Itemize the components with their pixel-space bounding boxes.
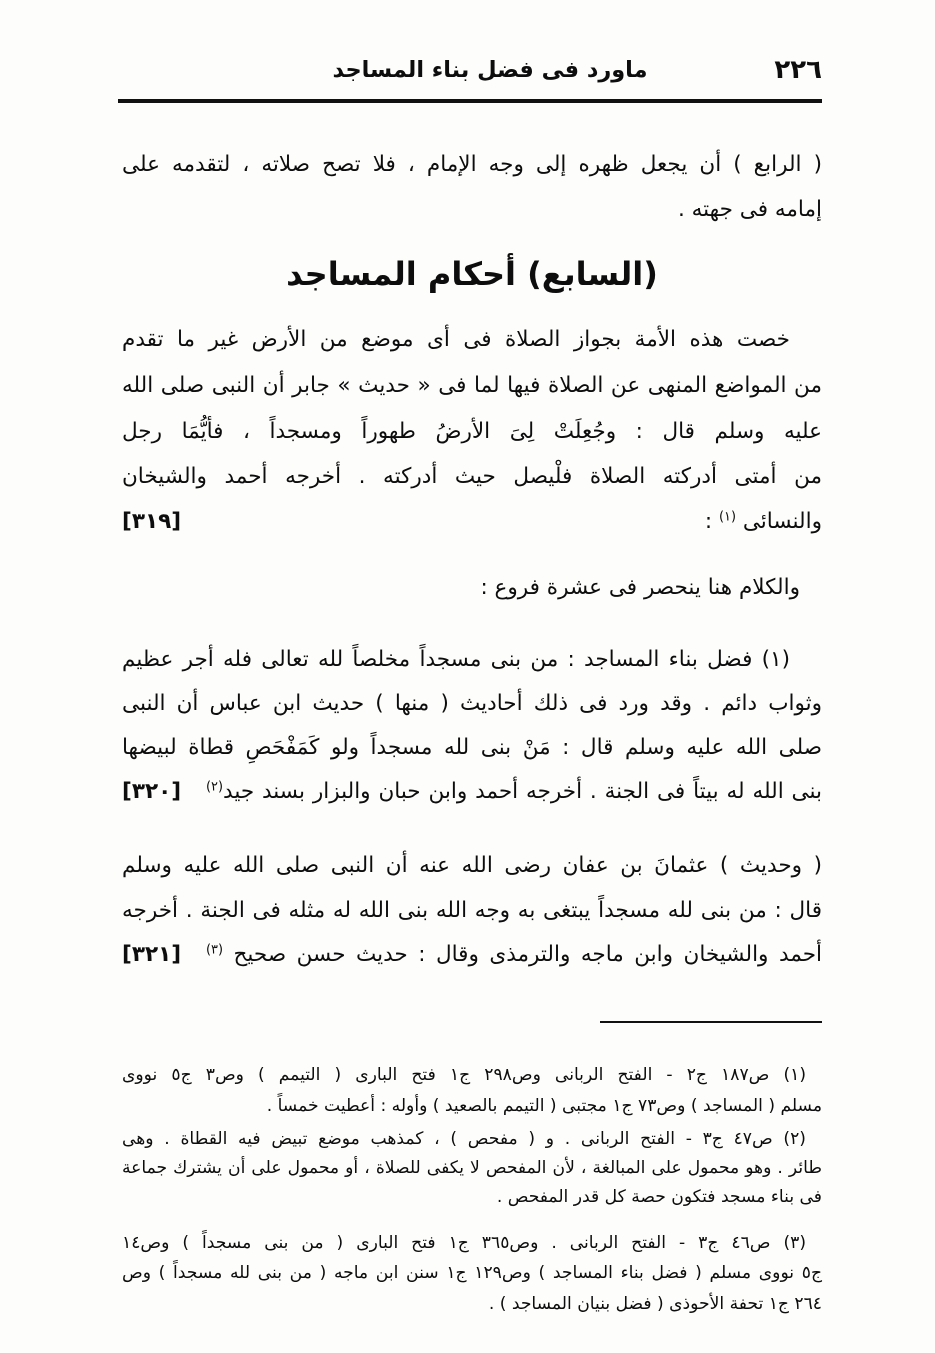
line-text: صلى الله عليه وسلم قال : مَنْ بنى لله مسجداً ولو كَمَفْحَصِ قطاة لبيضها bbox=[122, 735, 822, 760]
line-text: والكلام هنا ينحصر فى عشرة فروع : bbox=[480, 575, 800, 600]
footnote-line bbox=[122, 1153, 822, 1183]
footnote-line bbox=[122, 1060, 822, 1090]
line-text: ( الرابع ) أن يجعل ظهره إلى وجه الإمام ، فلا تصح صلاته ، لتقدمه على bbox=[122, 152, 822, 177]
footnote-marker: (٣) bbox=[206, 942, 224, 958]
page-number: ٢٢٦ bbox=[774, 55, 822, 85]
footnote-line bbox=[122, 1124, 822, 1154]
line-text: (١) فضل بناء المساجد : من بنى مسجداً مخلصاً لله تعالى فله أجر عظيم bbox=[122, 647, 790, 672]
line-text: إمامه فى جهته . bbox=[677, 197, 822, 222]
text-line bbox=[122, 684, 822, 724]
text-line bbox=[122, 935, 822, 975]
running-title bbox=[330, 50, 650, 90]
line-text: فى بناء مسجد فتكون حصة كل قدر المفحص . bbox=[496, 1187, 822, 1207]
footnote-marker: (١) bbox=[718, 509, 736, 525]
text-line bbox=[122, 891, 822, 931]
text-line bbox=[122, 728, 822, 768]
line-text bbox=[705, 509, 822, 534]
line-text: مسلم ( المساجد ) وص٧٣ ج١ مجتبى ( التيمم بالصعيد ) وأوله : أعطيت خمساً . bbox=[266, 1096, 822, 1116]
line-text bbox=[206, 942, 822, 967]
text-line bbox=[122, 640, 822, 680]
footnote-line bbox=[122, 1228, 822, 1258]
line-text: خصت هذه الأمة بجواز الصلاة فى أى موضع من الأرض غير ما تقدم bbox=[122, 327, 790, 352]
line-text: ( وحديث ) عثمانَ بن عفان رضى الله عنه أن النبى صلى الله عليه وسلم bbox=[122, 853, 822, 878]
footnote-line bbox=[122, 1091, 822, 1121]
text-line bbox=[122, 846, 822, 886]
section-heading bbox=[122, 248, 822, 300]
text-line bbox=[122, 772, 822, 812]
text-line bbox=[122, 412, 822, 452]
text-line bbox=[122, 502, 822, 542]
text-line bbox=[122, 568, 822, 608]
running-title-text: ماورد فى فضل بناء المساجد bbox=[332, 57, 648, 83]
footnote-rule bbox=[600, 1021, 822, 1023]
line-text: (٢) ص٤٧ ج٣ - الفتح الربانى . و ( مفحص ) ، كمذهب موضع تبيض فيه القطاة . وهى bbox=[122, 1129, 806, 1149]
footnote-line bbox=[122, 1258, 822, 1288]
line-words: والنسائى bbox=[742, 509, 822, 534]
line-punctuation: : bbox=[704, 509, 713, 534]
line-text: ج٥ نووى مسلم ( فضل بناء المساجد ) وص١٢٩ ج١ سنن ابن ماجه ( من بنى لله مسجداً ) وص bbox=[122, 1263, 823, 1283]
line-text: ٢٦٤ ج١ تحفة الأحوذى ( فضل بنيان المساجد ) . bbox=[488, 1294, 822, 1314]
text-line bbox=[122, 366, 822, 406]
text-line bbox=[122, 320, 822, 360]
footnote-line bbox=[122, 1182, 822, 1212]
line-text: (٣) ص٤٦ ج٣ - الفتح الربانى . وص٣٦٥ ج١ فتح البارى ( من بنى مسجداً ) وص١٤ bbox=[122, 1233, 807, 1253]
footnote-line bbox=[122, 1289, 822, 1319]
text-line bbox=[122, 190, 822, 230]
line-text: طائر . وهو محمول على المبالغة ، لأن المفحص لا يكفى للصلاة ، أو محمول على أن يشترك جماعة bbox=[122, 1158, 822, 1178]
header-rule bbox=[118, 99, 822, 103]
line-text: عليه وسلم قال : وجُعِلَتْ لِىَ الأرضُ طهوراً ومسجداً ، فأيُّمَا رجل bbox=[122, 419, 822, 444]
line-text: وثواب دائم . وقد ورد فى ذلك أحاديث ( منها ) حديث ابن عباس أن النبى bbox=[122, 691, 822, 716]
line-text: من أمتى أدركته الصلاة فلْيصل حيث أدركته . أخرجه أحمد والشيخان bbox=[122, 464, 822, 489]
line-text: من المواضع المنهى عن الصلاة فيها لما فى « حديث » جابر أن النبى صلى الله bbox=[122, 373, 822, 398]
line-words: أحمد والشيخان وابن ماجه والترمذى وقال : حديث حسن صحيح bbox=[233, 942, 822, 967]
text-line bbox=[122, 145, 822, 185]
text-line bbox=[122, 457, 822, 497]
section-heading-text: (السابع) أحكام المساجد bbox=[286, 255, 658, 293]
reference-number: [٣٢٠] bbox=[122, 779, 182, 804]
reference-number: [٣٢١] bbox=[122, 942, 182, 967]
line-text: قال : من بنى لله مسجداً يبتغى به وجه الله بنى الله له مثله فى الجنة . أخرجه bbox=[122, 898, 822, 923]
footnote-marker: (٢) bbox=[206, 779, 224, 795]
line-words: بنى الله له بيتاً فى الجنة . أخرجه أحمد وابن حبان والبزار بسند جيد bbox=[223, 779, 822, 804]
reference-number: [٣١٩] bbox=[122, 509, 182, 534]
line-text: (١) ص١٨٧ ج٢ - الفتح الربانى وص٢٩٨ ج١ فتح البارى ( التيمم ) وص٣ ج٥ نووى bbox=[122, 1065, 807, 1085]
line-text bbox=[206, 779, 822, 804]
